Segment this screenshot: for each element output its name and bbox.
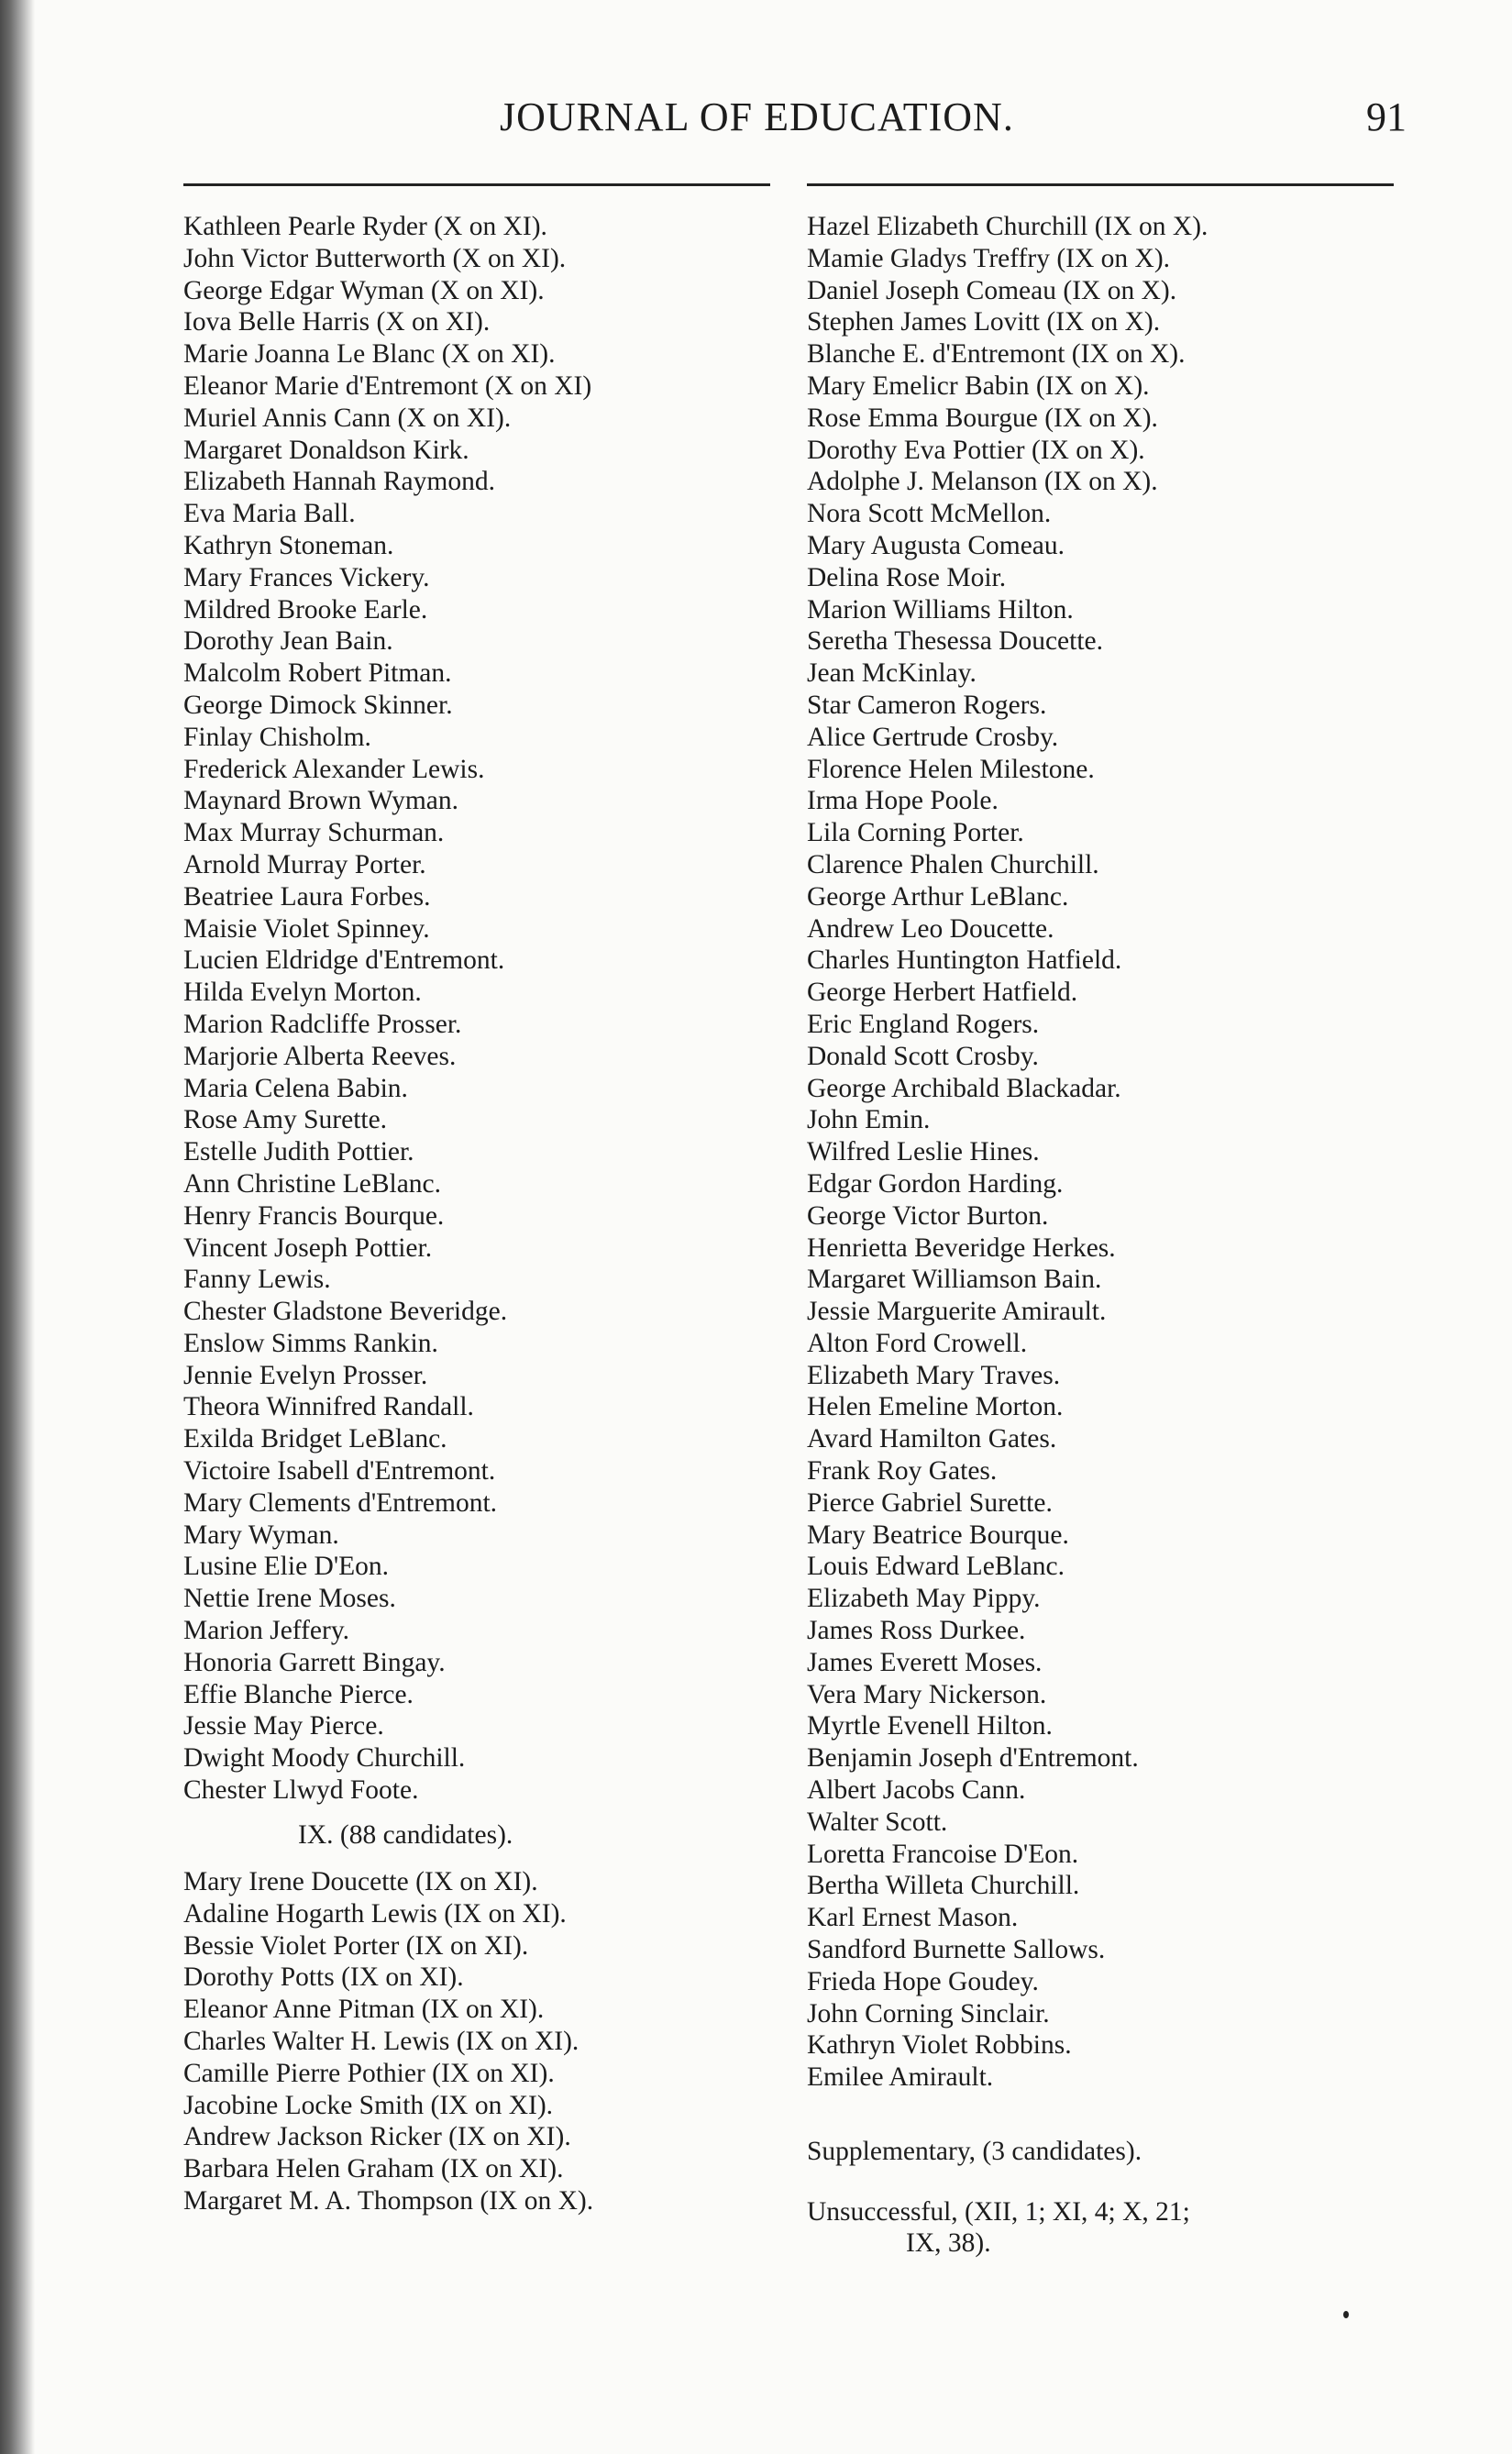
candidate-name: Edgar Gordon Harding. [807,1168,1064,1199]
candidate-name: Mamie Gladys Treffry (IX on X). [807,243,1171,273]
candidate-name: Mildred Brooke Earle. [183,594,428,625]
candidate-name: George Archibald Blackadar. [807,1073,1121,1103]
candidate-name: Stephen James Lovitt (IX on X). [807,307,1161,337]
candidate-name: Nora Scott McMellon. [807,499,1052,529]
candidate-name: Star Cameron Rogers. [807,690,1047,720]
candidate-name: Iova Belle Harris (X on XI). [183,307,491,337]
candidate-name: Donald Scott Crosby. [807,1041,1039,1071]
candidate-name: John Emin. [807,1105,931,1135]
candidate-name: Florence Helen Milestone. [807,754,1095,784]
candidate-name: John Corning Sinclair. [807,1998,1050,2028]
candidate-name: Kathleen Pearle Ryder (X on XI). [183,212,547,241]
candidate-name: Rose Emma Bourgue (IX on X). [807,403,1158,433]
supplementary-note: Supplementary, (3 candidates). [807,2137,1142,2166]
candidate-name: James Ross Durkee. [807,1616,1026,1646]
candidate-name: George Edgar Wyman (X on XI). [183,275,545,305]
candidate-name: Pierce Gabriel Surette. [807,1487,1053,1518]
unsuccessful-line-2: IX, 38). [906,2228,991,2258]
candidate-name: Frederick Alexander Lewis. [183,754,485,784]
candidate-name: Frieda Hope Goudey. [807,1966,1039,1996]
candidate-name: Mary Emelicr Babin (IX on X). [807,370,1150,401]
candidate-name: Vera Mary Nickerson. [807,1679,1047,1709]
candidate-name: Barbara Helen Graham (IX on XI). [183,2154,564,2184]
candidate-name: Emilee Amirault. [807,2062,994,2093]
candidate-name: Maria Celena Babin. [183,1073,408,1103]
candidate-name: Eva Maria Ball. [183,499,356,529]
candidate-name: Enslow Simms Rankin. [183,1328,438,1358]
candidate-name: Margaret M. A. Thompson (IX on X). [183,2185,594,2216]
candidate-name: Marie Joanna Le Blanc (X on XI). [183,339,556,370]
candidate-name: Delina Rose Moir. [807,562,1007,592]
candidate-name: George Herbert Hatfield. [807,978,1078,1008]
candidate-name: Margaret Donaldson Kirk. [183,435,469,465]
candidate-name: Irma Hope Poole. [807,786,999,816]
candidate-name: Andrew Jackson Ricker (IX on XI). [183,2122,571,2152]
candidate-name: Exilda Bridget LeBlanc. [183,1424,447,1454]
candidate-name: Marion Williams Hilton. [807,594,1074,625]
candidate-name: Jean McKinlay. [807,658,977,689]
candidate-name: Bertha Willeta Churchill. [807,1871,1080,1901]
candidate-name: John Victor Butterworth (X on XI). [183,243,567,273]
candidate-name: Fanny Lewis. [183,1265,331,1295]
unsuccessful-line-1: Unsuccessful, (XII, 1; XI, 4; X, 21; [807,2197,1190,2227]
candidate-name: Frank Roy Gates. [807,1456,998,1487]
candidate-name: Marion Jeffery. [183,1616,350,1646]
page-number: 91 [1366,94,1407,139]
candidate-name: Mary Irene Doucette (IX on XI). [183,1867,538,1896]
candidate-name: Adolphe J. Melanson (IX on X). [807,467,1158,497]
candidate-name: Victoire Isabell d'Entremont. [183,1456,496,1487]
section-ix-list [183,1866,779,2217]
candidate-name: Alton Ford Crowell. [807,1328,1028,1358]
candidate-name: Eric England Rogers. [807,1009,1040,1039]
candidate-name: James Everett Moses. [807,1647,1043,1677]
candidate-name: Jacobine Locke Smith (IX on XI). [183,2090,554,2120]
candidate-name: Louis Edward LeBlanc. [807,1552,1065,1582]
section-ix-heading: IX. (88 candidates). [298,1820,513,1850]
right-column-list [807,211,1412,2094]
candidate-name: Vincent Joseph Pottier. [183,1233,433,1263]
candidate-name: Muriel Annis Cann (X on XI). [183,403,512,433]
candidate-name: Dorothy Eva Pottier (IX on X). [807,435,1145,465]
running-title: JOURNAL OF EDUCATION. [500,94,1014,139]
candidate-name: Camille Pierre Pothier (IX on XI). [183,2058,555,2088]
candidate-name: George Arthur LeBlanc. [807,881,1069,912]
candidate-name: Max Murray Schurman. [183,818,445,848]
candidate-name: Dwight Moody Churchill. [183,1743,466,1774]
candidate-name: Hazel Elizabeth Churchill (IX on X). [807,212,1208,241]
unsuccessful-note [807,2196,1190,2259]
candidate-name: Dorothy Potts (IX on XI). [183,1962,464,1993]
candidate-name: Estelle Judith Pottier. [183,1137,414,1167]
candidate-name: Henrietta Beveridge Herkes. [807,1233,1116,1263]
candidate-name: Eleanor Marie d'Entremont (X on XI) [183,370,592,401]
candidate-name: Mary Augusta Comeau. [807,530,1065,560]
candidate-name: Ann Christine LeBlanc. [183,1168,442,1199]
candidate-name: Henry Francis Bourque. [183,1200,445,1231]
candidate-name: Elizabeth May Pippy. [807,1584,1041,1614]
header-rule-left [183,183,770,186]
candidate-name: Andrew Leo Doucette. [807,913,1054,944]
candidate-name: Bessie Violet Porter (IX on XI). [183,1930,529,1961]
candidate-name: Maynard Brown Wyman. [183,786,458,816]
candidate-name: Marjorie Alberta Reeves. [183,1041,457,1071]
candidate-name: Adaline Hogarth Lewis (IX on XI). [183,1898,567,1929]
candidate-name: Albert Jacobs Cann. [807,1775,1026,1806]
candidate-name: Elizabeth Hannah Raymond. [183,467,495,497]
candidate-name: Mary Beatrice Bourque. [807,1520,1069,1550]
candidate-name: Wilfred Leslie Hines. [807,1137,1040,1167]
candidate-name: Chester Gladstone Beveridge. [183,1297,508,1327]
candidate-name: Eleanor Anne Pitman (IX on XI). [183,1995,545,2025]
candidate-name: Malcolm Robert Pitman. [183,658,452,689]
candidate-name: Mary Wyman. [183,1520,339,1550]
candidate-name: Sandford Burnette Sallows. [807,1935,1106,1965]
candidate-name: Kathryn Violet Robbins. [807,2030,1072,2061]
candidate-name: Karl Ernest Mason. [807,1903,1019,1933]
candidate-name: George Dimock Skinner. [183,690,453,720]
candidate-name: Elizabeth Mary Traves. [807,1360,1061,1390]
candidate-name: Blanche E. d'Entremont (IX on X). [807,339,1186,370]
candidate-name: Nettie Irene Moses. [183,1584,396,1614]
candidate-name: Finlay Chisholm. [183,722,371,752]
candidate-name: Lucien Eldridge d'Entremont. [183,945,505,976]
candidate-name: Helen Emeline Morton. [807,1392,1064,1422]
candidate-name: Seretha Thesessa Doucette. [807,626,1104,657]
candidate-name: Avard Hamilton Gates. [807,1424,1057,1454]
candidate-name: Jennie Evelyn Prosser. [183,1360,428,1390]
left-column-list [183,211,779,1807]
candidate-name: Lila Corning Porter. [807,818,1024,848]
candidate-name: Alice Gertrude Crosby. [807,722,1059,752]
candidate-name: George Victor Burton. [807,1200,1049,1231]
candidate-name: Arnold Murray Porter. [183,849,426,879]
candidate-name: Mary Clements d'Entremont. [183,1487,498,1518]
candidate-name: Walter Scott. [807,1807,948,1837]
candidate-name: Jessie May Pierce. [183,1711,384,1741]
candidate-name: Beatriee Laura Forbes. [183,881,431,912]
candidate-name: Margaret Williamson Bain. [807,1265,1102,1295]
candidate-name: Charles Walter H. Lewis (IX on XI). [183,2026,579,2056]
candidate-name: Dorothy Jean Bain. [183,626,393,657]
candidate-name: Maisie Violet Spinney. [183,913,430,944]
ink-speck [1343,2311,1349,2318]
candidate-name: Benjamin Joseph d'Entremont. [807,1743,1139,1774]
candidate-name: Clarence Phalen Churchill. [807,849,1099,879]
header-rule-right [807,183,1394,186]
candidate-name: Hilda Evelyn Morton. [183,978,422,1008]
candidate-name: Mary Frances Vickery. [183,562,430,592]
candidate-name: Honoria Garrett Bingay. [183,1647,446,1677]
candidate-name: Loretta Francoise D'Eon. [807,1839,1079,1869]
candidate-name: Effie Blanche Pierce. [183,1679,414,1709]
candidate-name: Charles Huntington Hatfield. [807,945,1122,976]
candidate-name: Kathryn Stoneman. [183,530,394,560]
candidate-name: Chester Llwyd Foote. [183,1775,419,1806]
candidate-name: Jessie Marguerite Amirault. [807,1297,1107,1327]
candidate-name: Rose Amy Surette. [183,1105,388,1135]
candidate-name: Marion Radcliffe Prosser. [183,1009,462,1039]
candidate-name: Daniel Joseph Comeau (IX on X). [807,275,1177,305]
candidate-name: Myrtle Evenell Hilton. [807,1711,1053,1741]
candidate-name: Lusine Elie D'Eon. [183,1552,390,1582]
candidate-name: Theora Winnifred Randall. [183,1392,474,1422]
page-binding-edge [0,0,35,2454]
